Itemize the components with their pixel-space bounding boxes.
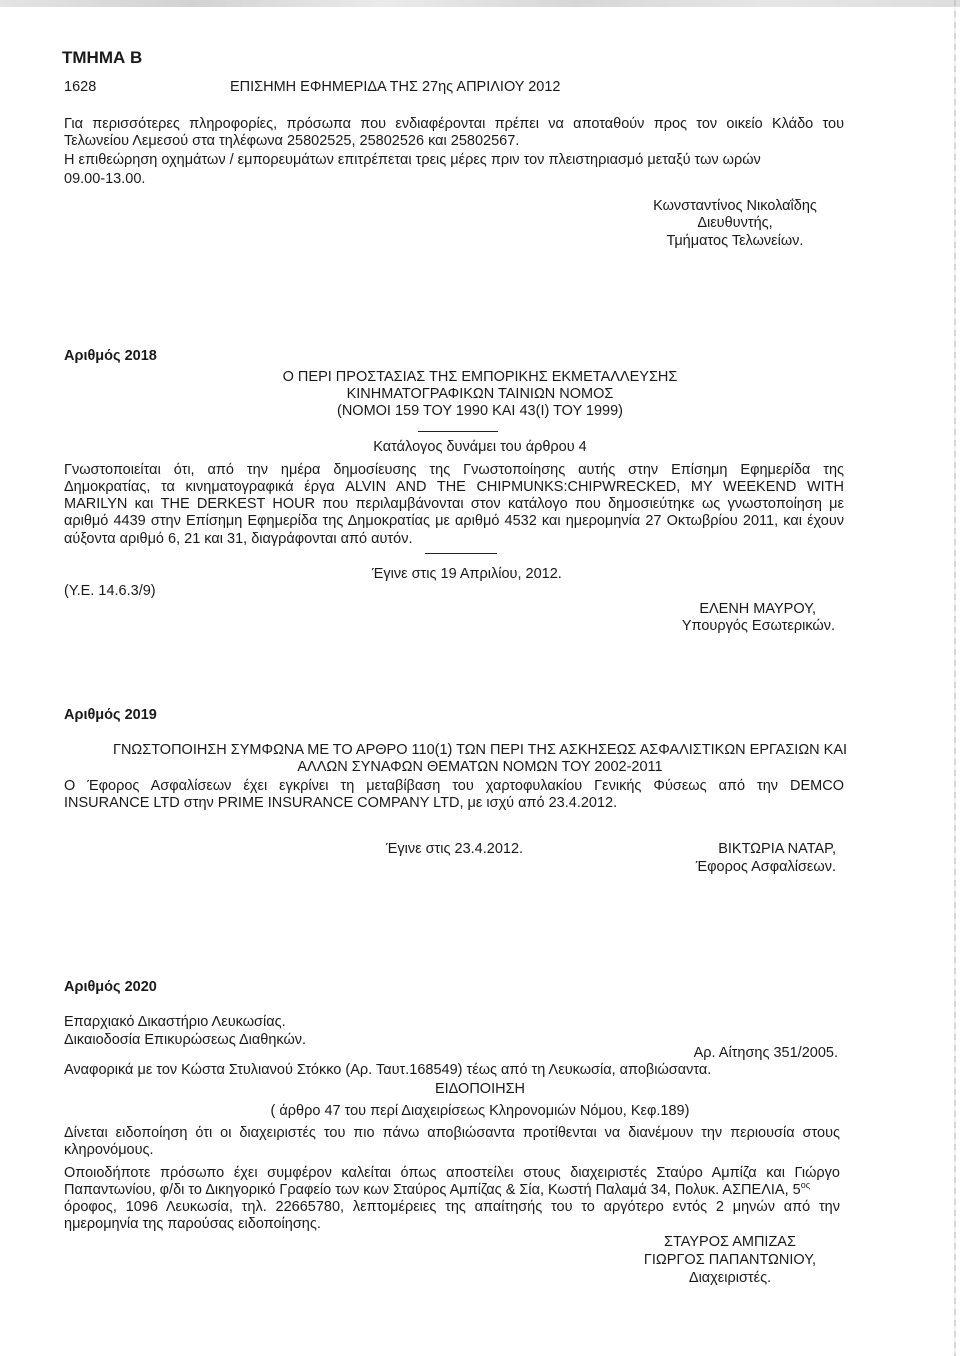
intro-line-3: Η επιθεώρηση οχημάτων / εμπορευμάτων επιτρέπεται τρεις μέρες πριν τον πλειστηριασμό μεταξύ των ωρών (64, 152, 761, 168)
notice-2020-jurisdiction: Δικαιοδοσία Επικυρώσεως Διαθηκών. (64, 1032, 307, 1048)
notice-2018-divider-2 (425, 553, 497, 554)
notice-2018-number: Αριθμός 2018 (64, 348, 157, 364)
notice-2020-number: Αριθμός 2020 (64, 979, 157, 995)
notice-2018-subtitle: Κατάλογος δυνάμει του άρθρου 4 (373, 439, 587, 455)
notice-2018-done: Έγινε στις 19 Απριλίου, 2012. (372, 566, 562, 582)
notice-2018-title-2: ΚΙΝΗΜΑΤΟΓΡΑΦΙΚΩΝ ΤΑΙΝΙΩΝ ΝΟΜΟΣ (346, 386, 614, 402)
notice-2019-body-1: Ο Έφορος Ασφαλίσεων έχει εγκρίνει τη μεταβίβαση του χαρτοφυλακίου Γενικής Φύσεως από την DEMCO (64, 778, 844, 794)
notice-2020-p2-line-1: Οποιοδήποτε πρόσωπο έχει συμφέρον καλείται όπως αποστείλει στους διαχειριστές Σταύρο Αμπίζα και Γιώργο (64, 1165, 840, 1181)
intro-line-4: 09.00-13.00. (64, 171, 146, 187)
section-label: ΤΜΗΜΑ Β (62, 48, 143, 67)
intro-line-1: Για περισσότερες πληροφορίες, πρόσωπα που ενδιαφέρονται πρέπει να αποταθούν προς τον οικείο Κλάδο του (64, 116, 844, 132)
notice-2018-divider (418, 431, 498, 432)
notice-2020-signatory-1: ΣΤΑΥΡΟΣ ΑΜΠΙΖΑΣ (664, 1234, 796, 1250)
intro-line-2: Τελωνείου Λεμεσού στα τηλέφωνα 25802525, 25802526 και 25802567. (64, 133, 520, 149)
notice-2019-title-2: ΑΛΛΩΝ ΣΥΝΑΦΩΝ ΘΕΜΑΤΩΝ ΝΟΜΩΝ ΤΟΥ 2002-2011 (297, 759, 663, 775)
intro-signatory-title-2: Τμήματος Τελωνείων. (666, 233, 804, 249)
scan-top-band (0, 0, 960, 7)
intro-signatory-title-1: Διευθυντής, (697, 215, 773, 231)
notice-2020-matter: Αναφορικά με τον Κώστα Στυλιανού Στόκκο (Αρ. Ταυτ.168549) τέως από τη Λευκωσία, αποβιώσαντα. (64, 1062, 712, 1078)
notice-2020-p2-line-2: Παπαντωνίου, φ/δι το Δικηγορικό Γραφείο των κων Σταύρος Αμπίζας & Σία, Κωστή Παλαμά 34, Πολυκ. ΑΣΠΕΛΙΑ, 5 (64, 1182, 801, 1198)
notice-2018-body-5: αύξοντα αριθμό 6, 21 και 31, διαγράφονται από αυτόν. (64, 531, 413, 547)
notice-2018-body-3: MARILYN και THE DERKEST HOUR που περιλαμβάνονται στον κατάλογο που δημοσιεύτηκε ως γνωστοποίηση με (64, 496, 844, 512)
notice-2018-body-1: Γνωστοποιείται ότι, από την ημέρα δημοσίευσης της Γνωστοποίησης αυτής στην Επίσημη Εφημερίδα της (64, 462, 844, 478)
notice-2018-ref: (Υ.Ε. 14.6.3/9) (64, 583, 156, 599)
notice-2020-p2-superscript: ος (800, 1180, 811, 1191)
notice-2018-signatory-name: ΕΛΕΝΗ ΜΑΥΡΟΥ, (699, 601, 816, 617)
notice-2020-p2-line-2-wrap (64, 1181, 840, 1199)
scan-right-edge (954, 0, 956, 1356)
page-number: 1628 (64, 79, 97, 95)
notice-2019-done: Έγινε στις 23.4.2012. (386, 841, 524, 857)
notice-2018-body-4: αριθμό 4439 στην Επίσημη Εφημερίδα της Δημοκρατίας με αριθμό 4532 και ημερομηνία 27 Οκτωβρίου 2011, και έχουν (64, 513, 844, 529)
notice-2020-signatory-2: ΓΙΩΡΓΟΣ ΠΑΠΑΝΤΩΝΙΟΥ, (643, 1252, 817, 1268)
notice-2020-p2-line-3: όροφος, 1096 Λευκωσία, τηλ. 22665780, λεπτομέρειες της απαίτησής του το αργότερο εντός 2 μηνών από την (64, 1199, 840, 1215)
notice-2019-body-2: INSURANCE LTD στην PRIME INSURANCE COMPANY LTD, με ισχύ από 23.4.2012. (64, 795, 618, 811)
notice-2020-p1-line-2: κληρονόμους. (64, 1142, 154, 1158)
notice-2020-court: Επαρχιακό Δικαστήριο Λευκωσίας. (64, 1014, 286, 1030)
intro-signatory-name: Κωνσταντίνος Νικολαΐδης (653, 198, 817, 214)
notice-2020-heading: ΕΙΔΟΠΟΙΗΣΗ (434, 1081, 526, 1097)
notice-2020-p2-line-4: ημερομηνία της παρούσας ειδοποίησης. (64, 1216, 321, 1232)
notice-2020-law: ( άρθρο 47 του περί Διαχειρίσεως Κληρονομιών Νόμου, Κεφ.189) (270, 1103, 690, 1119)
gazette-title: ΕΠΙΣΗΜΗ ΕΦΗΜΕΡΙΔΑ ΤΗΣ 27ης ΑΠΡΙΛΙΟΥ 2012 (230, 79, 561, 95)
notice-2019-number: Αριθμός 2019 (64, 707, 157, 723)
notice-2020-p1-line-1: Δίνεται ειδοποίηση ότι οι διαχειριστές του πιο πάνω αποβιώσαντα προτίθενται να διανέμουν την περιουσία στους (64, 1125, 840, 1141)
notice-2018-title-3: (ΝΟΜΟΙ 159 ΤΟΥ 1990 ΚΑΙ 43(Ι) ΤΟΥ 1999) (337, 403, 623, 419)
notice-2019-signatory-title: Έφορος Ασφαλίσεων. (695, 859, 836, 875)
notice-2018-body-2: Δημοκρατίας, τα κινηματογραφικά έργα ALVIN AND THE CHIPMUNKS:CHIPWRECKED, MY WEEKEND WITH (64, 479, 844, 495)
notice-2020-application-number: Αρ. Αίτησης 351/2005. (693, 1045, 838, 1061)
notice-2018-signatory-title: Υπουργός Εσωτερικών. (681, 618, 835, 634)
notice-2019-title-1: ΓΝΩΣΤΟΠΟΙΗΣΗ ΣΥΜΦΩΝΑ ΜΕ ΤΟ ΑΡΘΡΟ 110(1) ΤΩΝ ΠΕΡΙ ΤΗΣ ΑΣΚΗΣΕΩΣ ΑΣΦΑΛΙΣΤΙΚΩΝ ΕΡΓΑΣΙΩΝ ΚΑΙ (112, 742, 848, 758)
notice-2020-signatory-title: Διαχειριστές. (688, 1270, 772, 1286)
notice-2019-signatory-name: ΒΙΚΤΩΡΙΑ ΝΑΤΑΡ, (718, 841, 836, 857)
notice-2018-title-1: Ο ΠΕΡΙ ΠΡΟΣΤΑΣΙΑΣ ΤΗΣ ΕΜΠΟΡΙΚΗΣ ΕΚΜΕΤΑΛΛΕΥΣΗΣ (282, 369, 678, 385)
